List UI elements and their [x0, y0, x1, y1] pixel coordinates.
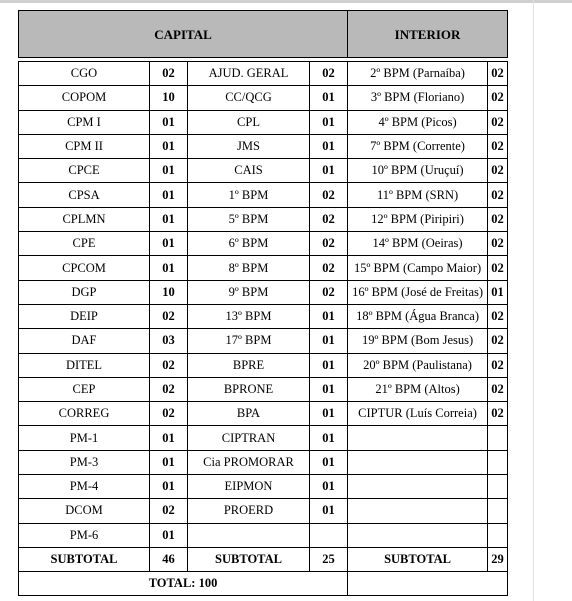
- table-row: [19, 110, 508, 134]
- capital-unit-cell: BPRONE: [188, 377, 310, 401]
- table-row: [19, 475, 508, 499]
- interior-unit-cell: 21º BPM (Altos): [348, 377, 488, 401]
- table-row: [19, 426, 508, 450]
- capital-unit-cell: DGP: [19, 280, 150, 304]
- interior-count-cell: 02: [488, 86, 508, 110]
- top-border-line: [0, 0, 572, 3]
- capital-count-cell: 02: [150, 499, 188, 523]
- interior-unit-cell: 10º BPM (Uruçuí): [348, 159, 488, 183]
- subtotal-value-cell: 46: [150, 547, 188, 571]
- table-row: [19, 377, 508, 401]
- subtotal-label-cell: SUBTOTAL: [348, 547, 488, 571]
- capital-count-cell: 01: [310, 159, 348, 183]
- capital-count-cell: 01: [310, 86, 348, 110]
- capital-unit-cell: PM-1: [19, 426, 150, 450]
- interior-count-cell: [488, 499, 508, 523]
- table-row: [19, 207, 508, 231]
- table-body: [19, 62, 508, 548]
- capital-count-cell: 02: [310, 232, 348, 256]
- capital-count-cell: 01: [150, 256, 188, 280]
- capital-unit-cell: PROERD: [188, 499, 310, 523]
- table-row: [19, 523, 508, 547]
- capital-count-cell: 02: [310, 280, 348, 304]
- table-row: [19, 256, 508, 280]
- capital-unit-cell: PM-6: [19, 523, 150, 547]
- capital-count-cell: 01: [310, 353, 348, 377]
- capital-unit-cell: PM-4: [19, 475, 150, 499]
- interior-count-cell: [488, 426, 508, 450]
- table-row: [19, 499, 508, 523]
- interior-unit-cell: 2º BPM (Parnaíba): [348, 62, 488, 86]
- interior-count-cell: [488, 450, 508, 474]
- interior-count-cell: 02: [488, 304, 508, 328]
- capital-count-cell: 01: [310, 110, 348, 134]
- capital-unit-cell: BPRE: [188, 353, 310, 377]
- interior-unit-cell: 7º BPM (Corrente): [348, 134, 488, 158]
- capital-unit-cell: CPCE: [19, 159, 150, 183]
- capital-unit-cell: CPM I: [19, 110, 150, 134]
- capital-count-cell: 01: [150, 183, 188, 207]
- capital-unit-cell: DCOM: [19, 499, 150, 523]
- subtotal-row: [19, 547, 508, 571]
- interior-unit-cell: [348, 523, 488, 547]
- table-row: [19, 329, 508, 353]
- capital-unit-cell: 13º BPM: [188, 304, 310, 328]
- interior-count-cell: 02: [488, 402, 508, 426]
- capital-unit-cell: CPM II: [19, 134, 150, 158]
- table-row: [19, 86, 508, 110]
- interior-unit-cell: 16º BPM (José de Freitas): [348, 280, 488, 304]
- subtotal-label-cell: SUBTOTAL: [188, 547, 310, 571]
- capital-unit-cell: CPL: [188, 110, 310, 134]
- interior-count-cell: 02: [488, 110, 508, 134]
- table-row: [19, 353, 508, 377]
- interior-count-cell: 02: [488, 159, 508, 183]
- interior-unit-cell: 18º BPM (Água Branca): [348, 304, 488, 328]
- capital-unit-cell: CPE: [19, 232, 150, 256]
- subtotal-value-cell: 29: [488, 547, 508, 571]
- interior-header: INTERIOR: [348, 11, 508, 58]
- capital-count-cell: 01: [310, 450, 348, 474]
- subtotal-value-cell: 25: [310, 547, 348, 571]
- interior-unit-cell: 4º BPM (Picos): [348, 110, 488, 134]
- header-row: [19, 11, 508, 58]
- capital-unit-cell: DITEL: [19, 353, 150, 377]
- capital-count-cell: [310, 523, 348, 547]
- interior-count-cell: [488, 475, 508, 499]
- capital-count-cell: 01: [150, 159, 188, 183]
- interior-count-cell: 02: [488, 256, 508, 280]
- capital-unit-cell: AJUD. GERAL: [188, 62, 310, 86]
- capital-unit-cell: Cia PROMORAR: [188, 450, 310, 474]
- interior-unit-cell: 19º BPM (Bom Jesus): [348, 329, 488, 353]
- capital-count-cell: 02: [150, 377, 188, 401]
- capital-count-cell: 03: [150, 329, 188, 353]
- effectives-table: [18, 10, 508, 596]
- capital-unit-cell: CAIS: [188, 159, 310, 183]
- capital-count-cell: 01: [150, 110, 188, 134]
- table-row: [19, 159, 508, 183]
- interior-count-cell: 01: [488, 280, 508, 304]
- interior-unit-cell: [348, 475, 488, 499]
- capital-unit-cell: CPSA: [19, 183, 150, 207]
- capital-unit-cell: BPA: [188, 402, 310, 426]
- capital-count-cell: 01: [150, 232, 188, 256]
- interior-count-cell: 02: [488, 329, 508, 353]
- table-row: [19, 450, 508, 474]
- capital-unit-cell: 1º BPM: [188, 183, 310, 207]
- interior-count-cell: 02: [488, 232, 508, 256]
- capital-count-cell: 01: [310, 329, 348, 353]
- interior-unit-cell: 14º BPM (Oeiras): [348, 232, 488, 256]
- capital-count-cell: 01: [150, 426, 188, 450]
- capital-unit-cell: CPLMN: [19, 207, 150, 231]
- capital-unit-cell: 5º BPM: [188, 207, 310, 231]
- capital-count-cell: 01: [310, 134, 348, 158]
- capital-count-cell: 01: [150, 207, 188, 231]
- capital-unit-cell: JMS: [188, 134, 310, 158]
- capital-count-cell: 01: [150, 523, 188, 547]
- capital-unit-cell: EIPMON: [188, 475, 310, 499]
- capital-unit-cell: 8º BPM: [188, 256, 310, 280]
- interior-count-cell: 02: [488, 183, 508, 207]
- interior-unit-cell: [348, 499, 488, 523]
- capital-count-cell: 02: [310, 62, 348, 86]
- interior-unit-cell: 15º BPM (Campo Maior): [348, 256, 488, 280]
- capital-count-cell: 01: [310, 377, 348, 401]
- subtotal-label-cell: SUBTOTAL: [19, 547, 150, 571]
- capital-count-cell: 01: [150, 134, 188, 158]
- capital-unit-cell: CPCOM: [19, 256, 150, 280]
- capital-unit-cell: 6º BPM: [188, 232, 310, 256]
- table-row: [19, 280, 508, 304]
- capital-unit-cell: 17º BPM: [188, 329, 310, 353]
- capital-count-cell: 01: [150, 450, 188, 474]
- capital-unit-cell: 9º BPM: [188, 280, 310, 304]
- capital-unit-cell: COPOM: [19, 86, 150, 110]
- table-row: [19, 134, 508, 158]
- capital-unit-cell: PM-3: [19, 450, 150, 474]
- effectives-table-container: [18, 10, 507, 596]
- capital-count-cell: 02: [310, 183, 348, 207]
- capital-unit-cell: DAF: [19, 329, 150, 353]
- capital-count-cell: 02: [310, 207, 348, 231]
- capital-count-cell: 02: [150, 353, 188, 377]
- interior-count-cell: 02: [488, 62, 508, 86]
- capital-header: CAPITAL: [19, 11, 348, 58]
- interior-count-cell: 02: [488, 134, 508, 158]
- interior-unit-cell: 20º BPM (Paulistana): [348, 353, 488, 377]
- interior-count-cell: 02: [488, 207, 508, 231]
- capital-count-cell: 01: [150, 475, 188, 499]
- capital-count-cell: 01: [310, 499, 348, 523]
- capital-unit-cell: CGO: [19, 62, 150, 86]
- total-cell: TOTAL: 100: [19, 571, 348, 595]
- capital-count-cell: 02: [150, 62, 188, 86]
- capital-count-cell: 10: [150, 86, 188, 110]
- capital-count-cell: 01: [310, 426, 348, 450]
- interior-unit-cell: 11º BPM (SRN): [348, 183, 488, 207]
- table-row: [19, 402, 508, 426]
- table-row: [19, 183, 508, 207]
- capital-unit-cell: [188, 523, 310, 547]
- total-empty-cell: [348, 571, 508, 595]
- interior-unit-cell: CIPTUR (Luís Correia): [348, 402, 488, 426]
- capital-unit-cell: CORREG: [19, 402, 150, 426]
- interior-unit-cell: 3º BPM (Floriano): [348, 86, 488, 110]
- capital-unit-cell: CIPTRAN: [188, 426, 310, 450]
- interior-unit-cell: [348, 426, 488, 450]
- capital-unit-cell: CEP: [19, 377, 150, 401]
- table-row: [19, 304, 508, 328]
- capital-count-cell: 01: [310, 402, 348, 426]
- capital-count-cell: 01: [310, 304, 348, 328]
- total-row: [19, 571, 508, 595]
- interior-count-cell: 02: [488, 377, 508, 401]
- capital-count-cell: 01: [310, 475, 348, 499]
- table-row: [19, 62, 508, 86]
- capital-unit-cell: CC/QCG: [188, 86, 310, 110]
- capital-count-cell: 02: [150, 304, 188, 328]
- capital-count-cell: 10: [150, 280, 188, 304]
- interior-count-cell: [488, 523, 508, 547]
- right-margin-line: [533, 0, 534, 601]
- table-row: [19, 232, 508, 256]
- capital-unit-cell: DEIP: [19, 304, 150, 328]
- capital-count-cell: 02: [150, 402, 188, 426]
- capital-count-cell: 02: [310, 256, 348, 280]
- interior-unit-cell: 12º BPM (Piripiri): [348, 207, 488, 231]
- interior-unit-cell: [348, 450, 488, 474]
- interior-count-cell: 02: [488, 353, 508, 377]
